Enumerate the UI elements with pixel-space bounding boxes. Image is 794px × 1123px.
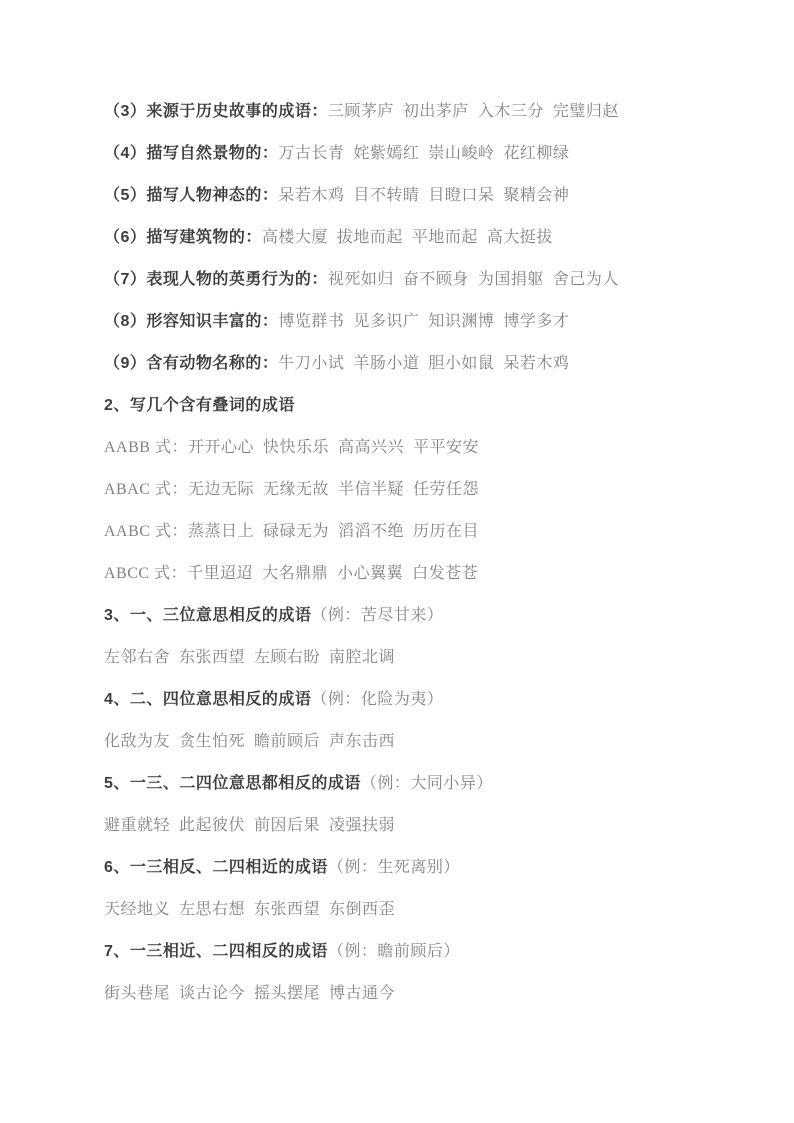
line-text: 三顾茅庐 初出茅庐 入木三分 完璧归赵 [327,103,619,120]
line-label: 5、一三、二四位意思都相反的成语 [104,775,361,792]
text-line [104,229,734,246]
text-line [104,523,734,540]
text-line [104,733,734,750]
text-line [104,943,734,960]
line-text: 高楼大厦 拔地而起 平地而起 高大挺拔 [261,229,553,246]
line-text: 博览群书 见多识广 知识渊博 博学多才 [278,313,570,330]
text-line [104,649,734,666]
text-line [104,775,734,792]
line-label: （3）来源于历史故事的成语： [104,103,328,120]
text-line [104,481,734,498]
line-text: AABB 式：开开心心 快快乐乐 高高兴兴 平平安安 [104,439,479,456]
text-line [104,313,734,330]
line-text: （例：瞻前顾后） [327,943,460,960]
text-line [104,103,734,120]
text-line [104,901,734,918]
line-text: 化敌为友 贪生怕死 瞻前顾后 声东击西 [104,733,396,750]
line-label: 6、一三相反、二四相近的成语 [104,859,328,876]
line-text: 视死如归 奋不顾身 为国捐躯 舍己为人 [327,271,619,288]
text-line [104,859,734,876]
line-label: 3、一、三位意思相反的成语 [104,607,312,624]
line-label: 7、一三相近、二四相反的成语 [104,943,328,960]
line-label: （5）描写人物神态的： [104,187,279,204]
text-line [104,985,734,1002]
line-text: （例：苦尽甘来） [311,607,444,624]
text-line [104,355,734,372]
text-line [104,691,734,708]
line-label: （6）描写建筑物的： [104,229,262,246]
line-text: 左邻右舍 东张西望 左顾右盼 南腔北调 [104,649,396,666]
text-line [104,397,734,414]
text-line [104,187,734,204]
line-text: 牛刀小试 羊肠小道 胆小如鼠 呆若木鸡 [278,355,570,372]
text-line [104,607,734,624]
line-text: 天经地义 左思右想 东张西望 东倒西歪 [104,901,396,918]
line-text: （例：生死离别） [327,859,460,876]
line-label: （8）形容知识丰富的： [104,313,279,330]
line-label: 4、二、四位意思相反的成语 [104,691,312,708]
text-line [104,565,734,582]
line-text: （例：大同小异） [360,775,493,792]
line-text: ABCC 式：千里迢迢 大名鼎鼎 小心翼翼 白发苍苍 [104,565,479,582]
text-line [104,145,734,162]
line-label: （9）含有动物名称的： [104,355,279,372]
text-line [104,439,734,456]
line-text: 街头巷尾 谈古论今 摇头摆尾 博古通今 [104,985,396,1002]
line-text: ABAC 式：无边无际 无缘无故 半信半疑 任劳任怨 [104,481,479,498]
line-text: 避重就轻 此起彼伏 前因后果 凌强扶弱 [104,817,396,834]
line-label: 2、写几个含有叠词的成语 [104,397,295,414]
line-text: （例：化险为夷） [311,691,444,708]
text-line [104,817,734,834]
line-text: 呆若木鸡 目不转睛 目瞪口呆 聚精会神 [278,187,570,204]
line-label: （7）表现人物的英勇行为的： [104,271,328,288]
line-label: （4）描写自然景物的： [104,145,279,162]
line-text: 万古长青 姹紫嫣红 崇山峻岭 花红柳绿 [278,145,570,162]
text-line [104,271,734,288]
line-text: AABC 式：蒸蒸日上 碌碌无为 滔滔不绝 历历在目 [104,523,479,540]
